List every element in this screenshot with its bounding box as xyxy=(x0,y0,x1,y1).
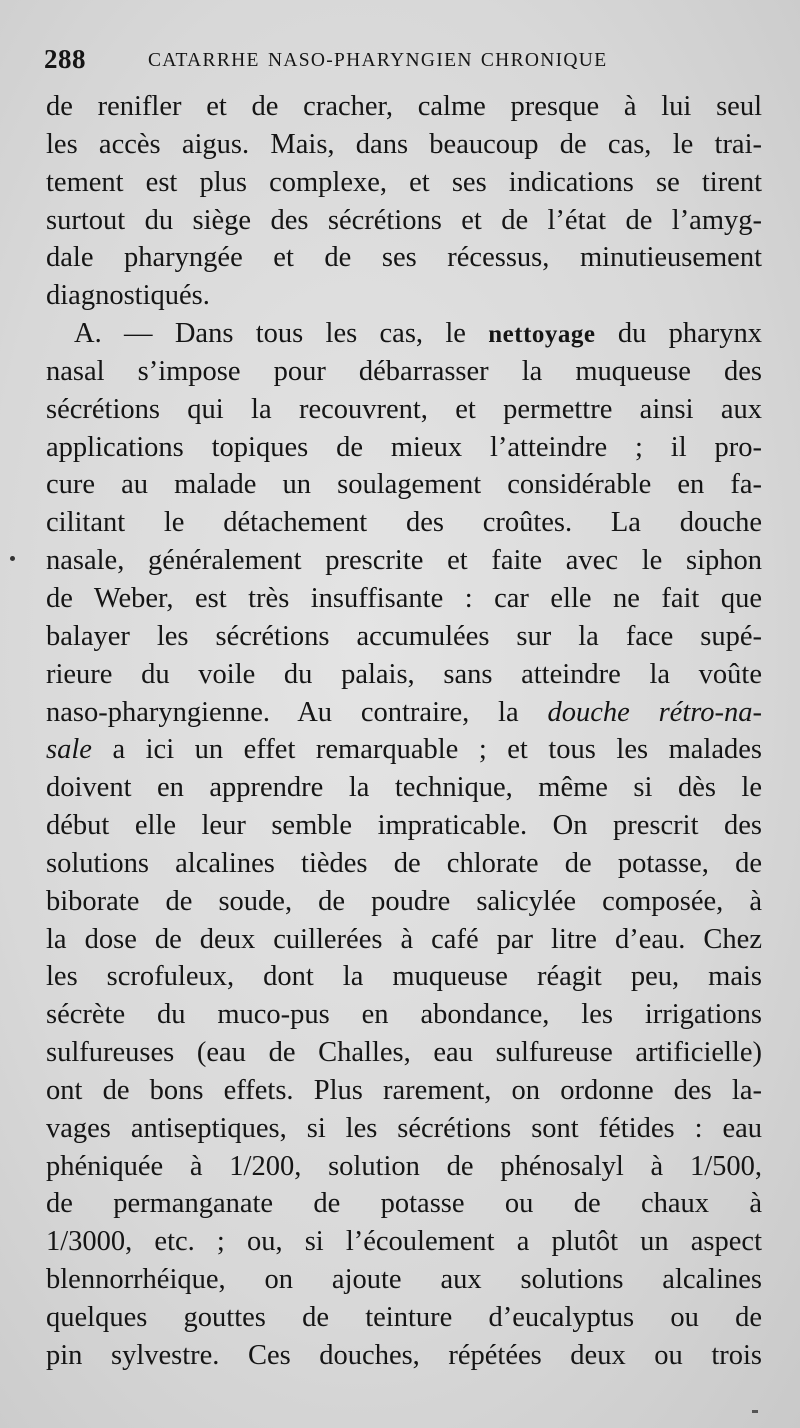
text-line: doivent en apprendre la technique, même si dès le xyxy=(46,772,762,804)
text-line: biborate de soude, de poudre salicylée composée, à xyxy=(46,885,762,917)
italic-term: sale xyxy=(46,734,92,766)
text-line: rieure du voile du palais, sans atteindre la voûte xyxy=(46,658,762,690)
text-line: les accès aigus. Mais, dans beaucoup de cas, le trai- xyxy=(46,128,762,160)
text-line: quelques gouttes de teinture d’eucalyptus ou de xyxy=(46,1302,762,1333)
text-line: dale pharyngée et de ses récessus, minutieusement xyxy=(46,242,762,274)
text-line: la dose de deux cuillerées à café par litre d’eau. Chez xyxy=(46,923,762,955)
text-line: tement est plus complexe, et ses indications se tirent xyxy=(46,166,762,198)
text-line: 1/3000, etc. ; ou, si l’écoulement a plutôt un aspect xyxy=(46,1226,762,1258)
text-span: a ici un effet remarquable ; et tous les malades xyxy=(112,734,762,766)
text-line: nasal s’impose pour débarrasser la muqueuse des xyxy=(46,355,762,387)
text-span: du pharynx xyxy=(617,318,763,350)
text-line: début elle leur semble impraticable. On prescrit des xyxy=(46,810,762,842)
text-line: cilitant le détachement des croûtes. La douche xyxy=(46,507,762,539)
text-line: diagnostiqués. xyxy=(46,280,210,312)
text-line: sulfureuses (eau de Challes, eau sulfureuse artificielle) xyxy=(46,1037,762,1069)
text-line: solutions alcalines tièdes de chlorate de potasse, de xyxy=(46,847,762,879)
body-text xyxy=(46,88,762,1375)
text-line: applications topiques de mieux l’atteindre ; il pro- xyxy=(46,431,762,463)
italic-term: douche rétro-na- xyxy=(547,696,763,728)
page-number: 288 xyxy=(44,44,86,74)
text-span: naso-pharyngienne. Au contraire, la xyxy=(46,696,519,728)
text-line: vages antiseptiques, si les sécrétions sont fétides : eau xyxy=(46,1112,762,1144)
text-line xyxy=(46,731,762,769)
text-line: nasale, généralement prescrite et faite avec le siphon xyxy=(46,545,762,577)
text-line: ont de bons effets. Plus rarement, on ordonne des la- xyxy=(46,1074,762,1106)
text-line: blennorrhéique, on ajoute aux solutions alcalines xyxy=(46,1264,762,1296)
page-header xyxy=(44,44,764,80)
running-head: CATARRHE NASO-PHARYNGIEN CHRONIQUE xyxy=(148,50,608,71)
text-line: pin sylvestre. Ces douches, répétées deux ou trois xyxy=(46,1339,762,1371)
text-line: de Weber, est très insuffisante : car elle ne fait que xyxy=(46,582,762,614)
text-line: sécrétions qui la recouvrent, et permettre ainsi aux xyxy=(46,393,762,425)
text-line: sécrète du muco-pus en abondance, les irrigations xyxy=(46,999,762,1031)
text-line: phéniquée à 1/200, solution de phénosalyl à 1/500, xyxy=(46,1150,762,1182)
scan-speck xyxy=(10,556,15,561)
text-line: surtout du siège des sécrétions et de l’état de l’amyg- xyxy=(46,204,762,236)
bold-term: nettoyage xyxy=(488,321,596,349)
paragraph-start-line xyxy=(46,315,762,353)
text-line: de permanganate de potasse ou de chaux à xyxy=(46,1188,762,1220)
text-line: cure au malade un soulagement considérable en fa- xyxy=(46,469,762,501)
text-line xyxy=(46,694,762,732)
text-line: les scrofuleux, dont la muqueuse réagit peu, mais xyxy=(46,961,762,993)
text-line: de renifler et de cracher, calme presque à lui seul xyxy=(46,91,762,122)
scan-speck xyxy=(752,1410,758,1413)
text-span: A. — Dans tous les cas, le xyxy=(74,318,466,350)
text-line: balayer les sécrétions accumulées sur la face supé- xyxy=(46,620,762,652)
